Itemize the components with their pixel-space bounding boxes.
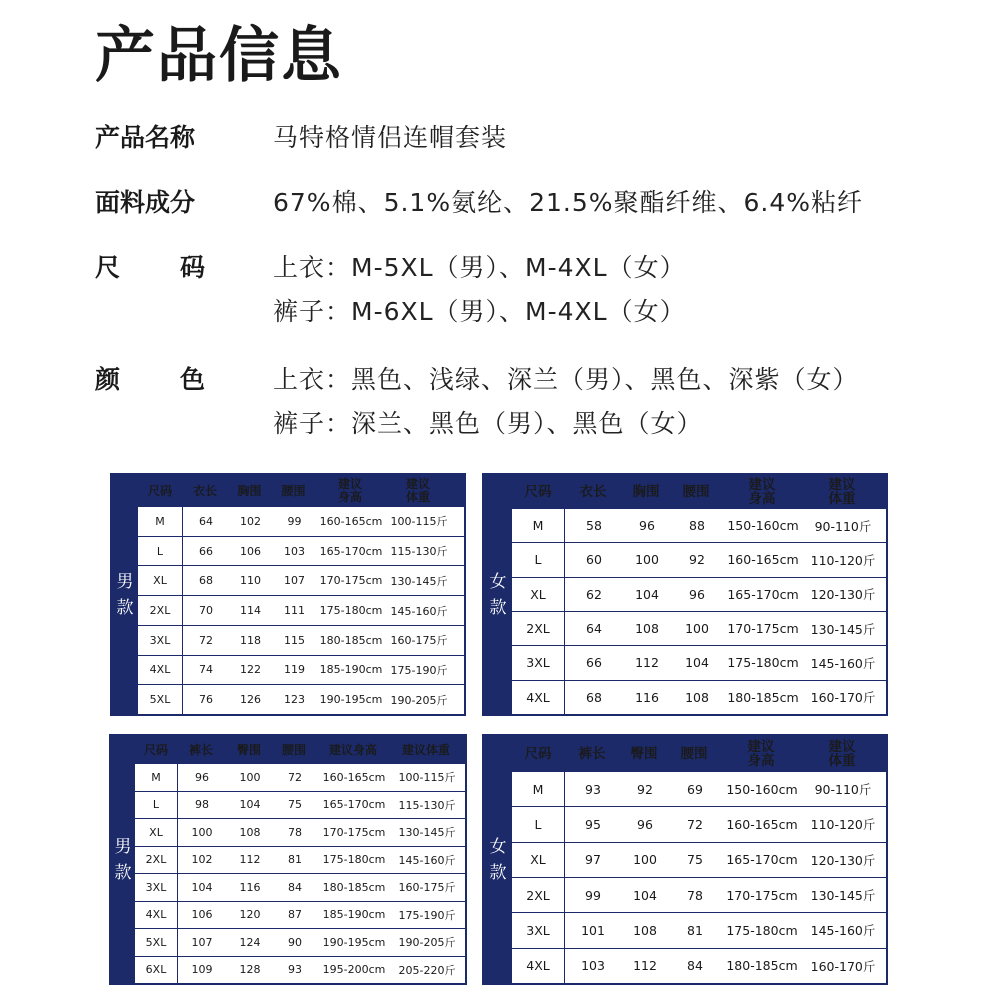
table-row xyxy=(512,913,886,948)
info-label xyxy=(95,246,205,290)
info-value: 67%棉、5.1%氨纶、21.5%聚酯纤维、6.4%粘纤 xyxy=(273,188,864,217)
table-cell: 150-160cm xyxy=(726,781,798,797)
table-row xyxy=(512,772,886,807)
table-cell: 64 xyxy=(199,514,213,528)
table-cell: 180-185cm xyxy=(322,880,386,894)
table-cell: 185-190cm xyxy=(319,663,383,677)
info-label-char: 颜 xyxy=(95,365,121,394)
table-row xyxy=(138,537,464,567)
table-cell: 2XL xyxy=(512,878,565,912)
table-cell: 106 xyxy=(240,544,261,558)
info-value: 裤子：深兰、黑色（男）、黑色（女） xyxy=(273,409,703,438)
table-cell: 90-110斤 xyxy=(814,518,872,534)
table-cell: 106 xyxy=(191,908,213,922)
table-row xyxy=(135,929,465,957)
table-cell: 60 xyxy=(586,552,602,568)
table-cell: 96 xyxy=(689,586,705,602)
info-row-fabric xyxy=(95,181,975,225)
table-row xyxy=(135,792,465,820)
table-header-cell: 衣长 xyxy=(579,484,607,500)
table-header-cell: 建议身高 xyxy=(328,742,377,757)
table-cell: 126 xyxy=(240,693,261,707)
table-row xyxy=(138,685,464,714)
table-cell: 72 xyxy=(199,633,213,647)
table-header-cell: 尺码 xyxy=(524,746,552,762)
table-cell: 190-205斤 xyxy=(390,693,448,707)
side-label-char: 款 xyxy=(489,597,507,618)
table-cell: 99 xyxy=(287,514,302,528)
table-cell: XL xyxy=(135,819,178,846)
table-cell: 128 xyxy=(239,963,261,977)
women-pants-size-table xyxy=(482,734,888,985)
table-cell: 66 xyxy=(199,544,213,558)
table-cell: 104 xyxy=(685,655,709,671)
table-cell: 175-180cm xyxy=(322,853,386,867)
table-cell: 120-130斤 xyxy=(810,852,876,868)
table-cell: 90 xyxy=(288,935,302,949)
table-cell: 190-195cm xyxy=(322,935,386,949)
table-cell: 130-145斤 xyxy=(810,621,876,637)
table-cell: 104 xyxy=(635,586,659,602)
women-top-size-table xyxy=(482,473,888,716)
table-cell: 84 xyxy=(288,880,302,894)
table-cell: 88 xyxy=(689,518,705,534)
table-cell: 90-110斤 xyxy=(814,782,872,798)
men-top-size-table xyxy=(110,473,466,716)
table-cell: 103 xyxy=(284,544,305,558)
table-header-cell: 建议 身高 xyxy=(747,739,775,769)
table-cell: 145-160斤 xyxy=(810,923,876,939)
table-cell: 75 xyxy=(687,852,703,868)
table-cell: 195-200cm xyxy=(322,963,386,977)
table-cell: 160-170斤 xyxy=(810,958,876,974)
table-cell: 110 xyxy=(240,574,261,588)
table-cell: 93 xyxy=(585,781,601,797)
table-cell: 3XL xyxy=(512,646,565,679)
table-cell: 108 xyxy=(635,621,659,637)
table-cell: 145-160斤 xyxy=(398,853,456,867)
table-cell: 96 xyxy=(639,518,655,534)
table-cell: 124 xyxy=(239,935,261,949)
table-cell: 100-115斤 xyxy=(390,515,448,529)
table-cell: 102 xyxy=(240,514,261,528)
table-row xyxy=(512,878,886,913)
table-cell: 72 xyxy=(288,770,302,784)
info-label-char: 尺 xyxy=(95,253,121,282)
table-cell: 64 xyxy=(586,621,602,637)
table-cell: 4XL xyxy=(138,656,183,685)
table-row xyxy=(138,656,464,686)
table-cell: 110-120斤 xyxy=(810,552,876,568)
table-cell: 112 xyxy=(239,853,261,867)
side-label-char: 男 xyxy=(114,836,132,857)
table-row xyxy=(135,957,465,984)
table-cell: L xyxy=(512,543,565,576)
table-cell: 180-185cm xyxy=(319,633,383,647)
table-cell: 108 xyxy=(239,825,261,839)
table-header-cell: 尺码 xyxy=(524,484,552,500)
side-label-char: 款 xyxy=(116,597,134,618)
table-cell: 150-160cm xyxy=(727,518,799,534)
table-cell: 165-170cm xyxy=(319,544,383,558)
table-cell: 100 xyxy=(191,825,213,839)
side-label-char: 男 xyxy=(116,571,134,592)
table-cell: 3XL xyxy=(512,913,565,947)
table-cell: L xyxy=(512,807,565,841)
table-cell: 170-175cm xyxy=(319,574,383,588)
table-cell: 102 xyxy=(191,853,213,867)
side-label-char: 款 xyxy=(489,862,507,883)
table-cell: 160-165cm xyxy=(726,816,798,832)
table-cell: 76 xyxy=(199,693,213,707)
table-cell: 5XL xyxy=(135,929,178,956)
table-row xyxy=(138,626,464,656)
table-cell: M xyxy=(138,507,183,536)
table-cell: 100-115斤 xyxy=(398,771,456,785)
table-cell: 110-120斤 xyxy=(810,817,876,833)
table-cell: 70 xyxy=(199,604,213,618)
info-value: 裤子：M-6XL（男）、M-4XL（女） xyxy=(273,297,686,326)
table-cell: 100 xyxy=(239,770,261,784)
table-cell: 69 xyxy=(687,781,703,797)
table-cell: 165-170cm xyxy=(726,852,798,868)
table-cell: 160-170斤 xyxy=(810,690,876,706)
table-row xyxy=(138,507,464,537)
table-header-cell: 胸围 xyxy=(632,484,660,500)
table-side-label xyxy=(484,736,512,983)
table-cell: 190-205斤 xyxy=(398,936,456,950)
table-row xyxy=(512,646,886,680)
table-cell: 160-175斤 xyxy=(390,634,448,648)
page-title: 产品信息 xyxy=(95,21,343,91)
table-cell: 78 xyxy=(288,825,302,839)
table-cell: 104 xyxy=(239,798,261,812)
table-cell: 111 xyxy=(284,604,305,618)
table-cell: 175-180cm xyxy=(319,604,383,618)
table-cell: 175-190斤 xyxy=(390,663,448,677)
table-header-row xyxy=(138,475,464,507)
table-cell: 104 xyxy=(191,880,213,894)
table-side-label xyxy=(484,475,512,714)
table-row xyxy=(512,543,886,577)
info-label xyxy=(95,358,205,402)
table-cell: 2XL xyxy=(512,612,565,645)
table-cell: 81 xyxy=(288,853,302,867)
table-header-cell: 腰围 xyxy=(680,746,708,762)
table-cell: 130-145斤 xyxy=(390,574,448,588)
table-cell: 170-175cm xyxy=(726,887,798,903)
table-cell: 130-145斤 xyxy=(810,888,876,904)
table-cell: 122 xyxy=(240,663,261,677)
table-cell: 92 xyxy=(637,781,653,797)
table-cell: 93 xyxy=(288,963,302,977)
table-cell: 107 xyxy=(284,574,305,588)
table-cell: 115-130斤 xyxy=(390,545,448,559)
table-cell: 175-180cm xyxy=(727,655,799,671)
table-cell: XL xyxy=(512,578,565,611)
table-row xyxy=(138,596,464,626)
table-cell: 4XL xyxy=(512,949,565,983)
table-header-cell: 裤长 xyxy=(188,742,213,757)
table-cell: 114 xyxy=(240,604,261,618)
table-header-row xyxy=(135,736,465,764)
table-cell: 101 xyxy=(581,922,605,938)
table-cell: 123 xyxy=(284,693,305,707)
table-side-label xyxy=(112,475,138,714)
table-header-row xyxy=(512,475,886,509)
table-cell: 115-130斤 xyxy=(398,798,456,812)
side-label-char: 女 xyxy=(489,571,507,592)
table-cell: 4XL xyxy=(135,902,178,929)
table-cell: 5XL xyxy=(138,685,183,714)
table-cell: 118 xyxy=(240,633,261,647)
table-row xyxy=(512,807,886,842)
table-cell: 68 xyxy=(586,689,602,705)
info-value: 上衣：黑色、浅绿、深兰（男）、黑色、深紫（女） xyxy=(273,365,859,394)
table-cell: 6XL xyxy=(135,957,178,984)
table-cell: 160-165cm xyxy=(322,770,386,784)
table-cell: M xyxy=(135,764,178,791)
info-label-char: 色 xyxy=(179,365,205,394)
table-cell: M xyxy=(512,772,565,806)
table-cell: 4XL xyxy=(512,681,565,714)
table-row xyxy=(135,819,465,847)
table-cell: 2XL xyxy=(135,847,178,874)
table-cell: 160-165cm xyxy=(319,514,383,528)
table-cell: 116 xyxy=(635,689,659,705)
table-cell: 180-185cm xyxy=(727,689,799,705)
table-cell: 99 xyxy=(585,887,601,903)
table-row xyxy=(135,847,465,875)
table-cell: 66 xyxy=(586,655,602,671)
table-cell: 74 xyxy=(199,663,213,677)
table-cell: 180-185cm xyxy=(726,958,798,974)
table-header-cell: 建议 体重 xyxy=(828,739,856,769)
table-cell: 58 xyxy=(586,518,602,534)
table-cell: 160-165cm xyxy=(727,552,799,568)
info-value: 马特格情侣连帽套装 xyxy=(273,123,508,152)
table-cell: 96 xyxy=(195,770,209,784)
table-cell: 170-175cm xyxy=(322,825,386,839)
table-cell: 160-175斤 xyxy=(398,881,456,895)
table-cell: 78 xyxy=(687,887,703,903)
table-cell: 97 xyxy=(585,852,601,868)
table-cell: 98 xyxy=(195,798,209,812)
table-cell: XL xyxy=(512,843,565,877)
table-cell: L xyxy=(135,792,178,819)
table-cell: L xyxy=(138,537,183,566)
table-cell: 115 xyxy=(284,633,305,647)
table-cell: 3XL xyxy=(135,874,178,901)
table-header-cell: 尺码 xyxy=(143,742,168,757)
table-row xyxy=(512,509,886,543)
table-cell: 119 xyxy=(284,663,305,677)
table-header-cell: 臀围 xyxy=(236,742,261,757)
table-cell: 108 xyxy=(685,689,709,705)
table-cell: 92 xyxy=(689,552,705,568)
table-side-label xyxy=(111,736,135,983)
table-cell: 100 xyxy=(633,852,657,868)
table-row xyxy=(512,612,886,646)
table-header-cell: 衣长 xyxy=(192,483,217,498)
table-row xyxy=(512,578,886,612)
men-pants-size-table xyxy=(109,734,467,985)
table-cell: 107 xyxy=(191,935,213,949)
table-header-cell: 腰围 xyxy=(682,484,710,500)
side-label-char: 款 xyxy=(114,862,132,883)
info-row-size xyxy=(95,246,975,336)
table-header-cell: 建议 身高 xyxy=(337,477,362,504)
table-row xyxy=(135,764,465,792)
table-cell: 3XL xyxy=(138,626,183,655)
table-row xyxy=(512,843,886,878)
table-cell: 185-190cm xyxy=(322,908,386,922)
table-cell: 120 xyxy=(239,908,261,922)
table-cell: 108 xyxy=(633,922,657,938)
table-cell: 145-160斤 xyxy=(390,604,448,618)
table-header-cell: 尺码 xyxy=(147,483,172,498)
table-header-cell: 胸围 xyxy=(237,483,262,498)
table-cell: 175-180cm xyxy=(726,922,798,938)
info-label: 产品名称 xyxy=(95,123,196,152)
table-header-cell: 腰围 xyxy=(281,483,306,498)
table-cell: M xyxy=(512,509,565,542)
info-value: 上衣：M-5XL（男）、M-4XL（女） xyxy=(273,253,686,282)
table-cell: 104 xyxy=(633,887,657,903)
table-header-cell: 建议 体重 xyxy=(828,477,856,507)
table-header-cell: 裤长 xyxy=(578,746,606,762)
table-header-cell: 腰围 xyxy=(281,742,306,757)
info-label-char: 码 xyxy=(179,253,205,282)
table-cell: 130-145斤 xyxy=(398,826,456,840)
table-cell: 84 xyxy=(687,958,703,974)
table-header-cell: 建议体重 xyxy=(401,742,450,757)
table-cell: 145-160斤 xyxy=(810,655,876,671)
table-cell: 75 xyxy=(288,798,302,812)
table-cell: 112 xyxy=(635,655,659,671)
table-cell: 116 xyxy=(239,880,261,894)
table-cell: XL xyxy=(138,566,183,595)
table-cell: 120-130斤 xyxy=(810,587,876,603)
table-cell: 62 xyxy=(586,586,602,602)
table-cell: 68 xyxy=(199,574,213,588)
table-header-cell: 建议 体重 xyxy=(405,477,430,504)
table-row xyxy=(135,902,465,930)
table-cell: 112 xyxy=(633,958,657,974)
table-cell: 87 xyxy=(288,908,302,922)
table-cell: 165-170cm xyxy=(322,798,386,812)
table-cell: 2XL xyxy=(138,596,183,625)
table-header-cell: 建议 身高 xyxy=(748,477,776,507)
table-row xyxy=(138,566,464,596)
table-cell: 190-195cm xyxy=(319,693,383,707)
table-cell: 165-170cm xyxy=(727,586,799,602)
table-row xyxy=(512,949,886,983)
table-cell: 81 xyxy=(687,922,703,938)
table-cell: 103 xyxy=(581,958,605,974)
table-cell: 100 xyxy=(635,552,659,568)
info-label: 面料成分 xyxy=(95,188,196,217)
table-header-cell: 臀围 xyxy=(630,746,658,762)
info-row-color xyxy=(95,358,975,448)
table-cell: 96 xyxy=(637,816,653,832)
table-cell: 100 xyxy=(685,621,709,637)
table-row xyxy=(135,874,465,902)
info-row-product-name xyxy=(95,116,975,160)
table-cell: 95 xyxy=(585,816,601,832)
table-row xyxy=(512,681,886,714)
table-cell: 109 xyxy=(191,963,213,977)
table-header-row xyxy=(512,736,886,772)
side-label-char: 女 xyxy=(489,836,507,857)
table-cell: 205-220斤 xyxy=(398,963,456,977)
table-cell: 72 xyxy=(687,816,703,832)
table-cell: 175-190斤 xyxy=(398,908,456,922)
table-cell: 170-175cm xyxy=(727,621,799,637)
